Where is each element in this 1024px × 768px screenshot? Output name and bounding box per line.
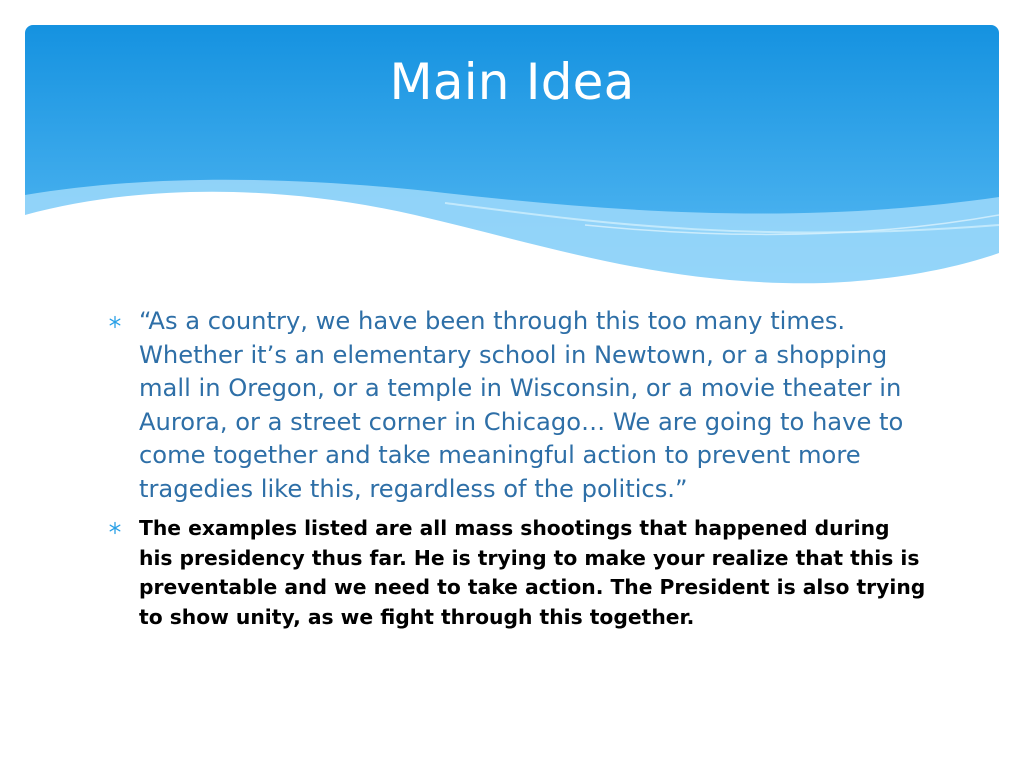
bullet-quote [108,305,928,506]
asterisk-bullet-icon [108,521,122,535]
asterisk-bullet-icon [108,315,122,329]
bullet-quote-text: “As a country, we have been through this too many times. Whether it’s an elementary school in Newtown, or a shopping mall in Oregon, or a temple in Wisconsin, or a movie theater in Aurora, or a street corner in Chicago… We are going to have to come together and take meaningful action to prevent more tragedies like this, regardless of the politics.” [139,307,904,503]
bullet-explanation [108,514,928,632]
bullet-explanation-text: The examples listed are all mass shootings that happened during his presidency thus far. He is trying to make your realize that this is preventable and we need to take action. The President is also trying to show unity, as we fight through this together. [139,516,926,629]
slide-title: Main Idea [389,53,635,111]
bullet-list [108,305,928,640]
